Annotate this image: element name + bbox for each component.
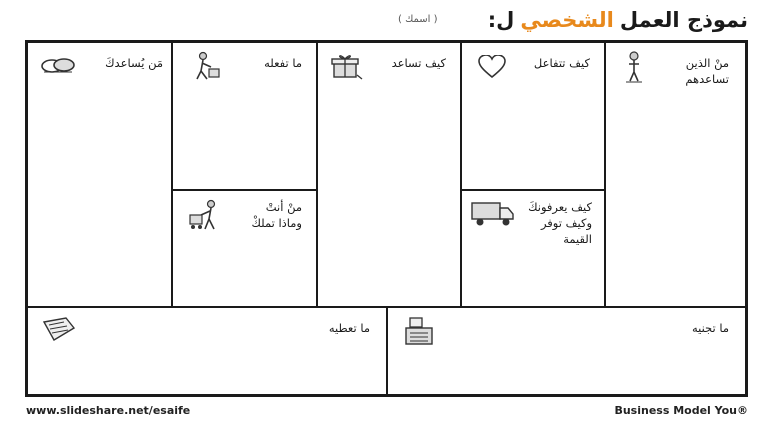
truck-icon — [470, 199, 516, 229]
label-channels-2: وكيف توفر — [540, 216, 592, 230]
person-icon — [624, 51, 644, 83]
label-revenue: ما تجنيه — [691, 321, 729, 335]
block-costs — [27, 307, 387, 395]
cash-register-icon — [402, 314, 436, 348]
label-customer-relationships: كيف تتفاعل — [533, 56, 590, 70]
block-customer-relationships — [461, 42, 605, 190]
label-value-proposition: كيف تساعد — [391, 56, 446, 70]
label-customer-segments-2: تساعدهم — [685, 72, 729, 86]
title-main: نموذج العمل — [619, 8, 748, 32]
block-key-partners — [27, 42, 172, 307]
block-customer-segments — [605, 42, 746, 307]
block-channels — [461, 190, 605, 307]
name-placeholder: ( اسمك ) — [398, 14, 438, 25]
footer-brand: Business Model You® — [614, 404, 748, 417]
worker-icon — [189, 51, 223, 81]
label-channels-3: القيمة — [563, 232, 592, 246]
worker-with-cart-icon — [187, 199, 223, 233]
label-customer-segments-1: منْ الذين — [685, 56, 729, 70]
label-key-partners: مَن يُساعدكَ — [105, 56, 163, 70]
block-revenue — [387, 307, 746, 395]
title-accent: الشخصي — [520, 8, 614, 32]
business-model-canvas — [25, 40, 748, 397]
heart-icon — [478, 55, 506, 79]
footer-source: www.slideshare.net/esaife — [26, 404, 191, 417]
label-key-resources-2: وماذا تملكْ — [251, 216, 302, 230]
label-channels-1: كيف يعرفونكَ — [528, 200, 592, 214]
block-value-proposition — [317, 42, 461, 307]
gift-box-icon — [330, 53, 364, 81]
title-suffix: ل: — [487, 8, 515, 32]
label-key-activities: ما تفعله — [264, 56, 302, 70]
label-key-resources-1: منْ أنتْ — [265, 200, 302, 214]
block-key-activities — [172, 42, 317, 190]
page-title — [488, 8, 748, 38]
chain-links-icon — [40, 53, 76, 79]
block-key-resources — [172, 190, 317, 307]
price-tag-icon — [40, 316, 78, 342]
label-costs: ما تعطيه — [328, 321, 370, 335]
